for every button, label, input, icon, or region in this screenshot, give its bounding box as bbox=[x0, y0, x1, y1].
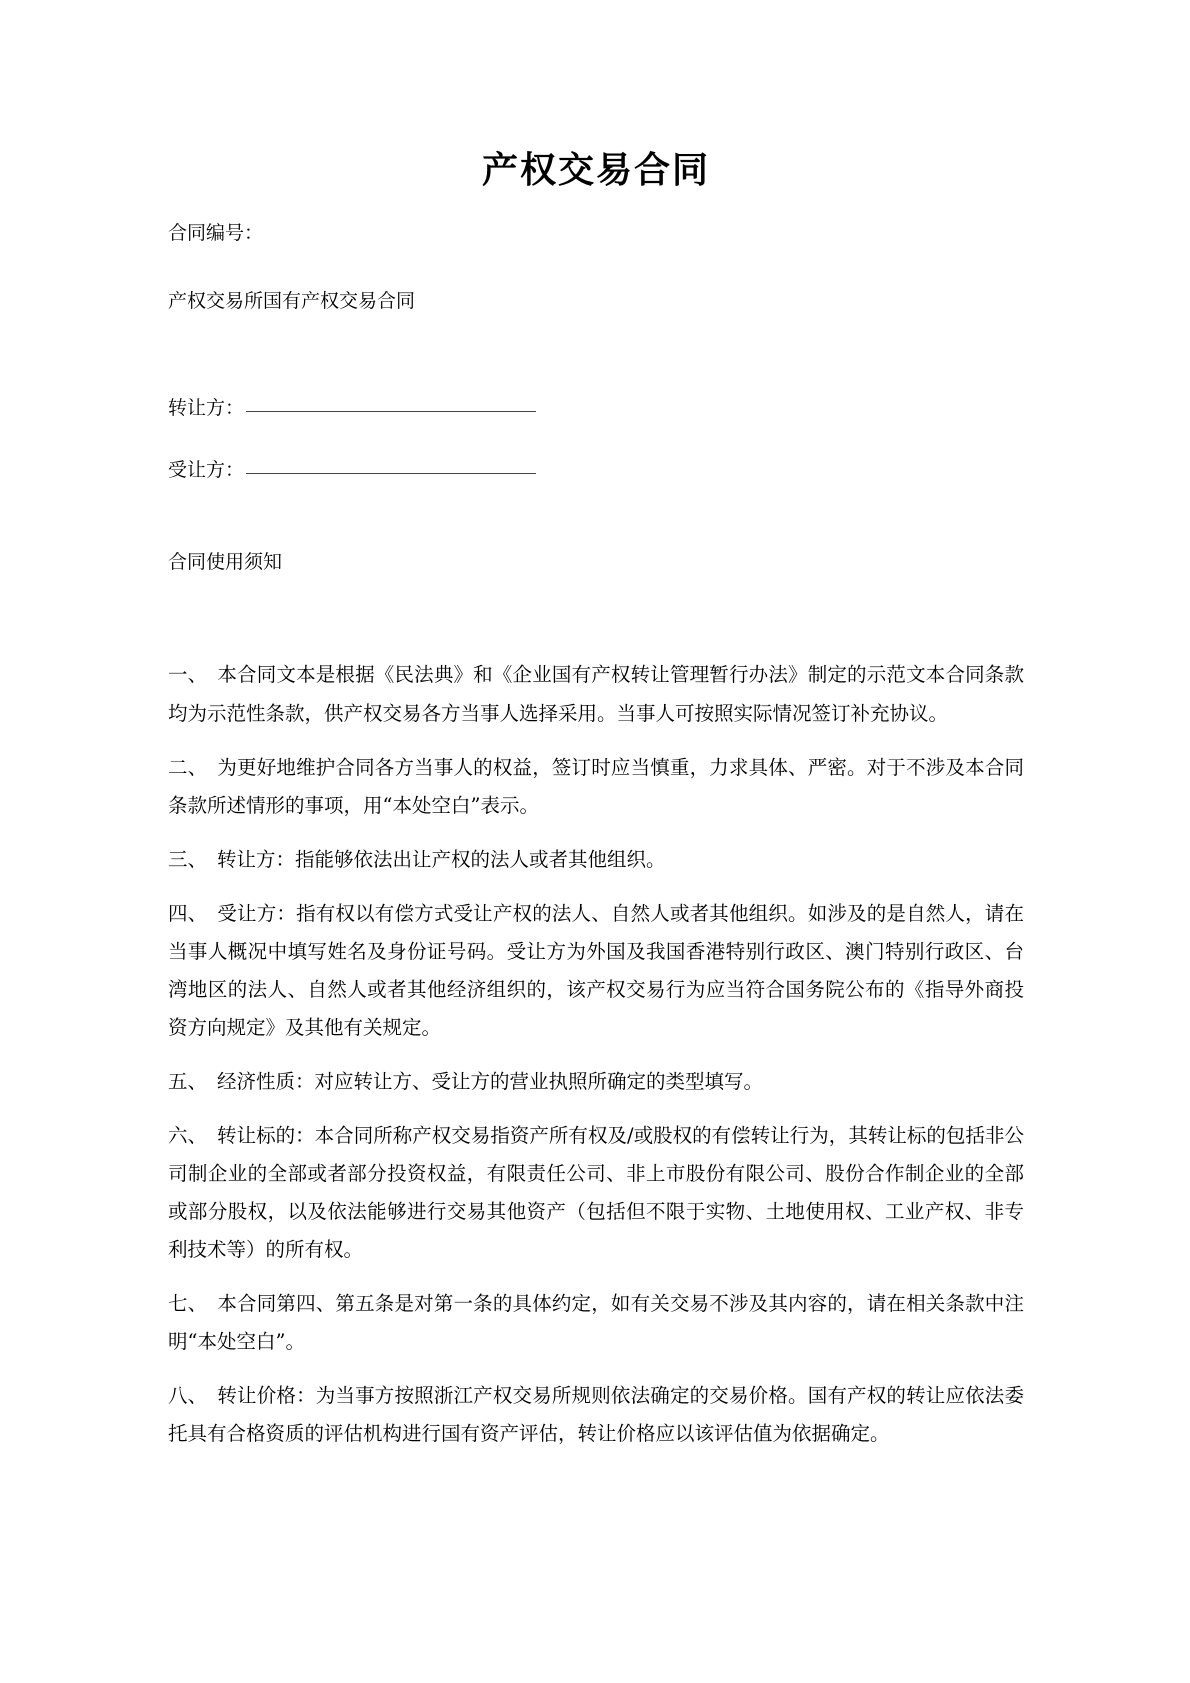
clause-item bbox=[168, 1377, 1024, 1469]
transferor-label: 转让方： bbox=[168, 396, 245, 419]
clause-text: 受让方：指有权以有偿方式受让产权的法人、自然人或者其他组织。如涉及的是自然人，请在当事人概况中填写姓名及身份证号码。受让方为外国及我国香港特别行政区、澳门特别行政区、台湾地区的法人、自然人或者其他经济组织的，该产权交易行为应当符合国务院公布的《指导外商投资方向规定》及其他有关规定。 bbox=[168, 901, 1024, 1039]
clause-item bbox=[168, 1285, 1024, 1377]
transferee-label: 受让方： bbox=[168, 458, 245, 481]
clause-item bbox=[168, 656, 1024, 748]
clause-number: 一、 bbox=[168, 663, 208, 687]
clause-number: 三、 bbox=[168, 847, 208, 871]
transferee-row bbox=[168, 424, 1024, 486]
clause-text: 为更好地维护合同各方当事人的权益，签订时应当慎重，力求具体、严密。对于不涉及本合同条款所述情形的事项，用“本处空白”表示。 bbox=[168, 755, 1024, 817]
clause-item bbox=[168, 1063, 1024, 1117]
transferor-row bbox=[168, 362, 1024, 424]
clause-text: 经济性质：对应转让方、受让方的营业执照所确定的类型填写。 bbox=[217, 1069, 764, 1093]
clause-text: 转让标的：本合同所称产权交易指资产所有权及/或股权的有偿转让行为，其转让标的包括非公司制企业的全部或者部分投资权益，有限责任公司、非上市股份有限公司、股份合作制企业的全部或部分股权，以及依法能够进行交易其他资产（包括但不限于实物、土地使用权、工业产权、非专利技术等）的所有权。 bbox=[168, 1123, 1024, 1261]
document-content bbox=[168, 0, 1024, 1469]
clause-text: 转让价格：为当事方按照浙江产权交易所规则依法确定的交易价格。国有产权的转让应依法委托具有合格资质的评估机构进行国有资产评估，转让价格应以该评估值为依据确定。 bbox=[168, 1383, 1024, 1445]
page-title: 产权交易合同 bbox=[481, 149, 710, 191]
clause-text: 本合同文本是根据《民法典》和《企业国有产权转让管理暂行办法》制定的示范文本合同条款均为示范性条款，供产权交易各方当事人选择采用。当事人可按照实际情况签订补充协议。 bbox=[168, 663, 1024, 725]
clause-item bbox=[168, 1117, 1024, 1285]
clause-item bbox=[168, 895, 1024, 1063]
clause-item bbox=[168, 841, 1024, 895]
party-signature-block bbox=[168, 318, 1024, 487]
document-subtitle: 产权交易所国有产权交易合同 bbox=[168, 290, 416, 313]
clause-text: 转让方：指能够依法出让产权的法人或者其他组织。 bbox=[217, 847, 666, 871]
transferor-blank-field[interactable] bbox=[246, 411, 536, 412]
clause-number: 七、 bbox=[168, 1291, 208, 1315]
clause-number: 八、 bbox=[168, 1383, 208, 1407]
notice-heading: 合同使用须知 bbox=[168, 551, 283, 574]
clause-number: 四、 bbox=[168, 901, 208, 925]
clause-number: 六、 bbox=[168, 1123, 208, 1147]
clause-list bbox=[168, 578, 1024, 1468]
clause-number: 二、 bbox=[168, 755, 208, 779]
clause-item bbox=[168, 749, 1024, 841]
clause-text: 本合同第四、第五条是对第一条的具体约定，如有关交易不涉及其内容的，请在相关条款中注明“本处空白”。 bbox=[168, 1291, 1024, 1353]
clause-number: 五、 bbox=[168, 1069, 208, 1093]
contract-number-label: 合同编号： bbox=[168, 222, 264, 244]
transferee-blank-field[interactable] bbox=[246, 473, 536, 474]
